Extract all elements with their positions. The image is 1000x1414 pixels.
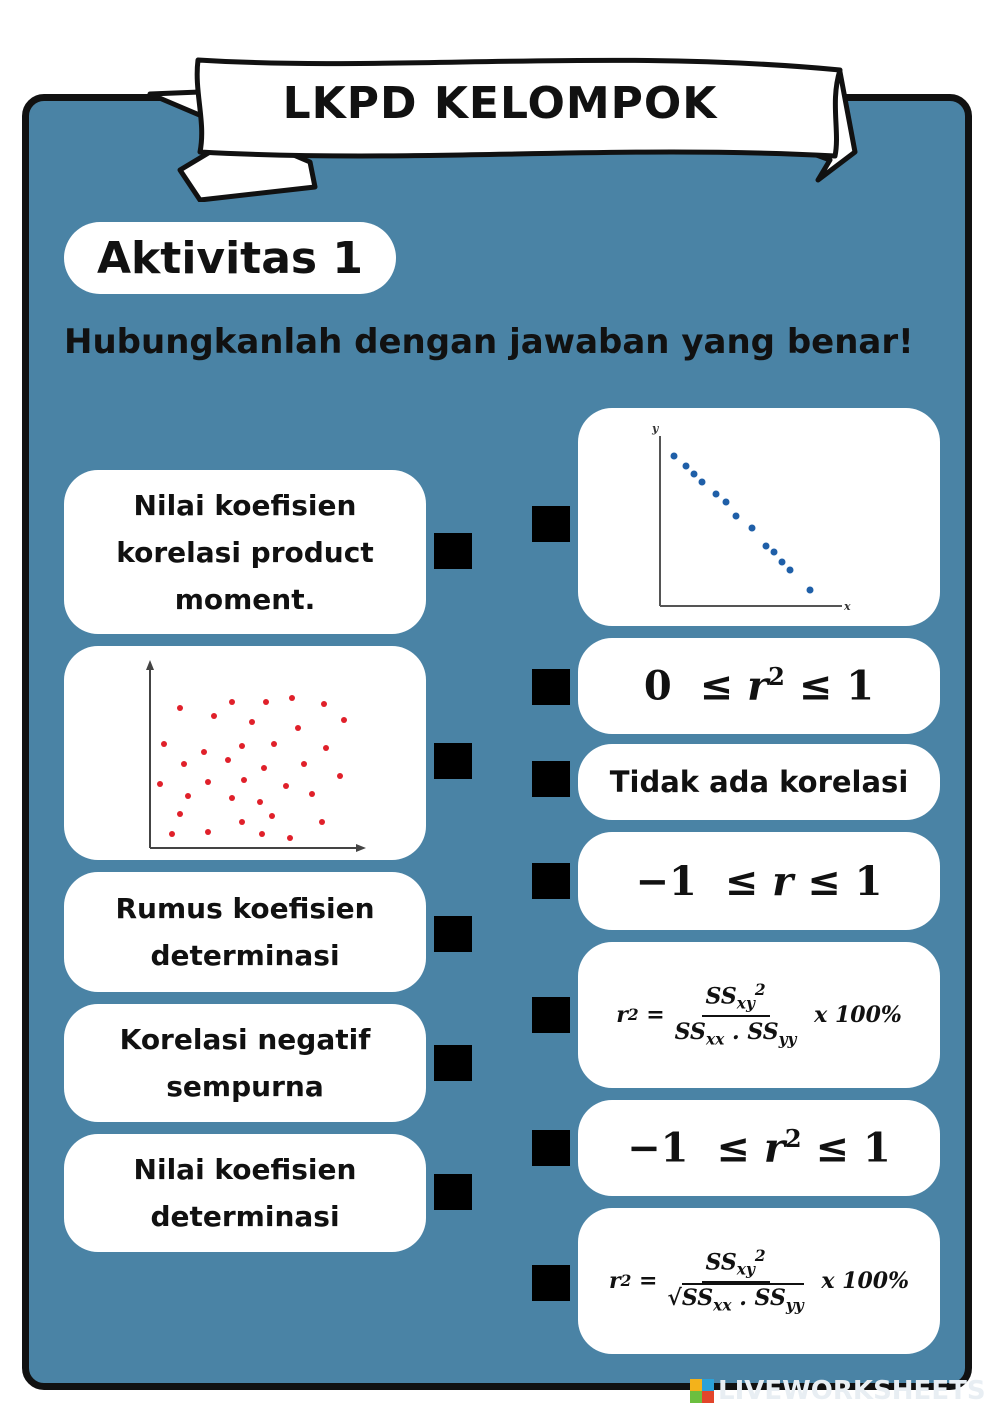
liveworksheets-logo-icon: [690, 1379, 714, 1403]
r-range-neg1-1: −1 ≤ r ≤ 1: [635, 857, 883, 905]
right-card-1-scatter: [578, 408, 940, 626]
page-title: LKPD KELOMPOK: [282, 78, 718, 129]
x-axis-label: x: [844, 600, 851, 613]
right-connector-7[interactable]: [532, 1265, 570, 1301]
left-connector-3[interactable]: [434, 916, 472, 952]
left-connector-1[interactable]: [434, 533, 472, 569]
left-card-4: [64, 1004, 426, 1122]
right-card-7: [578, 1208, 940, 1354]
left-connector-5[interactable]: [434, 1174, 472, 1210]
title-ribbon: [140, 52, 860, 202]
y-axis-label: y: [652, 422, 659, 435]
right-connector-1[interactable]: [532, 506, 570, 542]
right-card-3-text: Tidak ada korelasi: [609, 765, 909, 799]
r-squared-range-neg1-1: $-1 \le r^2 \le 1$: [627, 1124, 891, 1172]
scatter-no-correlation-plot: [144, 656, 394, 856]
left-card-4-text: Korelasi negatif sempurna: [119, 1023, 371, 1103]
right-card-3: [578, 744, 940, 820]
instruction-text: Hubungkanlah dengan jawaban yang benar!: [64, 322, 914, 362]
right-connector-2[interactable]: [532, 669, 570, 705]
activity-label: Aktivitas 1: [64, 222, 396, 294]
left-card-1: [64, 470, 426, 634]
left-card-3-text: Rumus koefisien determinasi: [115, 892, 375, 972]
formula-determination-fraction: r 2 = $\frac{SS_{xy}^2}{SS_{xx} . SS_{yy}}$ x 100%: [616, 981, 902, 1049]
scatter-negative-correlation-plot: [648, 420, 868, 620]
right-connector-5[interactable]: [532, 997, 570, 1033]
right-connector-6[interactable]: [532, 1130, 570, 1166]
r-squared-range-0-1: $0 \le r^2 \le 1$: [643, 662, 875, 710]
right-card-6: [578, 1100, 940, 1196]
right-card-2: [578, 638, 940, 734]
right-card-4: [578, 832, 940, 930]
fraction: $\frac{SS_{xy}^2}{√SS_{xx} . SS_{yy}}$: [667, 1247, 804, 1315]
right-connector-3[interactable]: [532, 761, 570, 797]
right-card-5: [578, 942, 940, 1088]
fraction: $\frac{SS_{xy}^2}{SS_{xx} . SS_{yy}}$: [674, 981, 797, 1049]
footer-brand: [690, 1376, 986, 1406]
left-connector-4[interactable]: [434, 1045, 472, 1081]
left-card-3: [64, 872, 426, 992]
left-card-1-text: Nilai koefisien korelasi product moment.: [116, 488, 374, 616]
left-connector-2[interactable]: [434, 743, 472, 779]
footer-brand-text: LIVEWORKSHEETS: [718, 1376, 986, 1406]
left-card-2-scatter: [64, 646, 426, 860]
left-card-5: [64, 1134, 426, 1252]
left-card-5-text: Nilai koefisien determinasi: [133, 1153, 357, 1233]
right-connector-4[interactable]: [532, 863, 570, 899]
formula-determination-sqrt: r 2 = $\frac{SS_{xy}^2}{√SS_{xx} . SS_{yy}}$ x 100%: [608, 1247, 910, 1315]
